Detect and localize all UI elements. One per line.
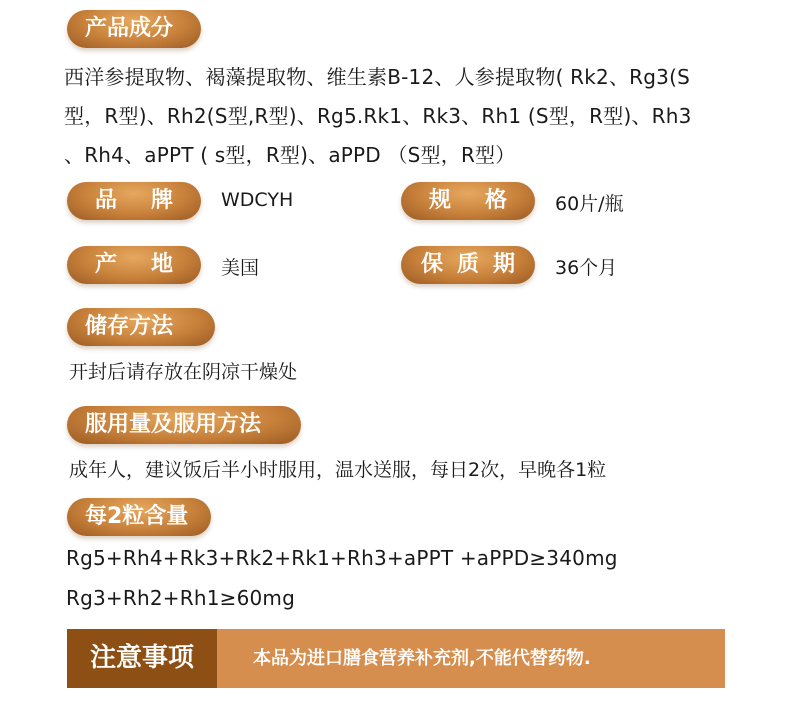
usage-value: 成年人，建议饭后半小时服用，温水送服，每日2次，早晚各1粒 [69, 459, 607, 481]
shelf-life-label-char: 期 [492, 252, 515, 277]
ingredients-label [67, 10, 201, 48]
usage-label-text: 服用量及服用方法 [85, 412, 262, 437]
spec-label-char: 规 [429, 188, 452, 213]
notice-text: 本品为进口膳食营养补充剂,不能代替药物. [253, 648, 591, 669]
shelf-life-label-char: 质 [456, 252, 479, 277]
origin-label-char: 产 [95, 252, 118, 277]
ingredients-line-3: 、Rh4、aPPT ( s型，R型)、aPPD （S型，R型） [64, 143, 516, 167]
content-label-text: 每2粒含量 [85, 504, 189, 529]
notice-bar [67, 629, 725, 688]
spec-value: 60片/瓶 [555, 193, 624, 215]
brand-label-char: 牌 [150, 188, 173, 213]
storage-label [67, 308, 215, 346]
shelf-life-label [401, 246, 535, 284]
storage-value: 开封后请存放在阴凉干燥处 [69, 361, 298, 383]
ingredients-label-text: 产品成分 [85, 16, 174, 41]
content-label [67, 498, 211, 536]
brand-label [67, 182, 201, 220]
ingredients-line-1: 西洋参提取物、褐藻提取物、维生素B-12、人参提取物( Rk2、Rg3(S [64, 65, 690, 89]
spec-label [401, 182, 535, 220]
shelf-life-label-char: 保 [421, 252, 444, 277]
shelf-life-value: 36个月 [555, 257, 618, 279]
storage-label-text: 储存方法 [85, 314, 174, 339]
origin-value: 美国 [221, 257, 260, 279]
brand-label-char: 品 [95, 188, 118, 213]
origin-label-char: 地 [150, 252, 173, 277]
brand-value: WDCYH [221, 189, 294, 211]
usage-label [67, 406, 301, 444]
content-line-1: Rg5+Rh4+Rk3+Rk2+Rk1+Rh3+aPPT +aPPD≥340mg [66, 546, 618, 570]
notice-title: 注意事项 [67, 629, 217, 688]
content-line-2: Rg3+Rh2+Rh1≥60mg [66, 586, 296, 610]
ingredients-line-2: 型，R型)、Rh2(S型,R型)、Rg5.Rk1、Rk3、Rh1 (S型，R型)、Rh3 [64, 104, 692, 128]
origin-label [67, 246, 201, 284]
spec-label-char: 格 [484, 188, 507, 213]
